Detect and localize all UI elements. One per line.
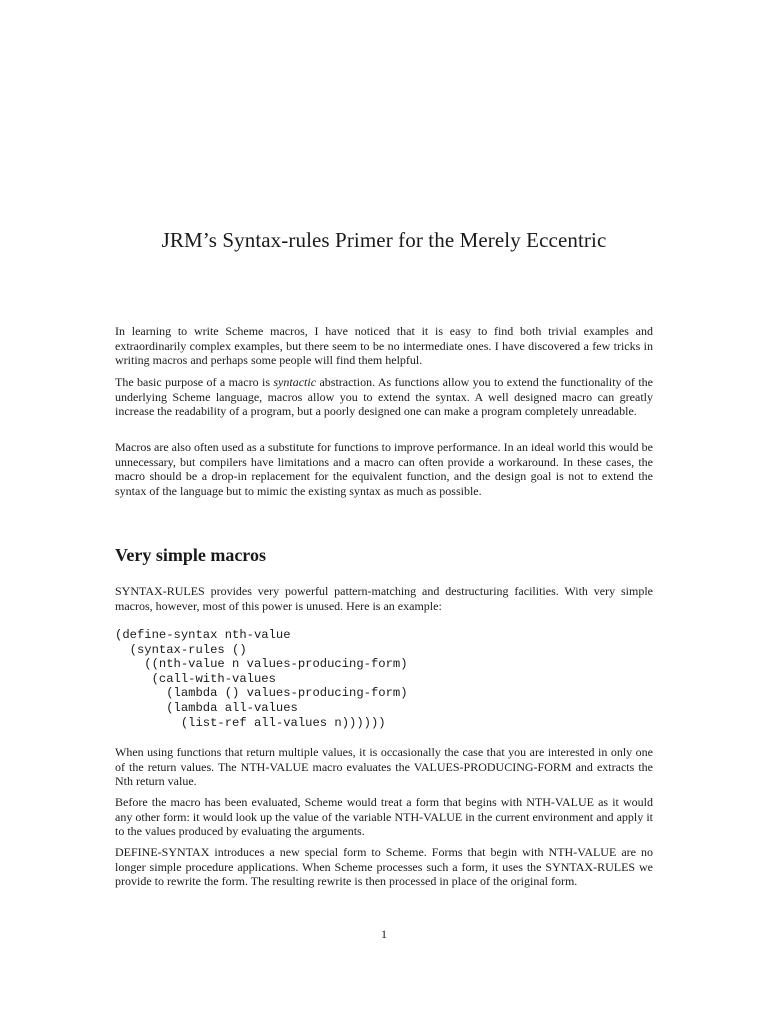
page-number: 1 bbox=[381, 927, 387, 941]
body-paragraph-1: When using functions that return multiple values, it is occasionally the case that you are interested in only one of the return values. The NTH-VALUE macro evaluates the VALUES-PRODUCING-FORM and extracts the Nth return value. bbox=[115, 745, 653, 788]
code-example: (define-syntax nth-value (syntax-rules () ((nth-value n values-producing-form) (call-with-values (lambda () values-producing-form) (lambda all-values (list-ref all-values n)))))) bbox=[115, 628, 408, 730]
body-paragraph-2: Before the macro has been evaluated, Scheme would treat a form that begins with NTH-VALUE as it would any other form: it would look up the value of the variable NTH-VALUE in the current environment and apply it to the values produced by evaluating the arguments. bbox=[115, 795, 653, 838]
body-paragraph-3: DEFINE-SYNTAX introduces a new special form to Scheme. Forms that begin with NTH-VALUE are no longer simple procedure applications. When Scheme processes such a form, it uses the SYNTAX-RULES we provide to rewrite the form. The resulting rewrite is then processed in place of the original form. bbox=[115, 845, 653, 888]
intro-paragraph-2 bbox=[115, 375, 653, 419]
intro-paragraph-2-emphasis: syntactic bbox=[273, 375, 317, 389]
page-title: JRM’s Syntax-rules Primer for the Merely Eccentric bbox=[161, 228, 607, 252]
section-heading: Very simple macros bbox=[115, 545, 266, 565]
intro-paragraph-1-text: In learning to write Scheme macros, I have noticed that it is easy to find both trivial examples and extraordinarily complex examples, but there seem to be no intermediate ones. I have discovered a few tricks in writing macros and perhaps some people will find them helpful. bbox=[115, 324, 653, 367]
intro-paragraph-3 bbox=[115, 440, 653, 498]
intro-paragraph-2-text-end: abstraction. As functions allow you to extend the functionality of the underlying Scheme language, macros allow you to extend the syntax. A well designed macro can greatly increase the readability of a program, but a poorly designed one can make a program completely unreadable. bbox=[115, 375, 653, 418]
intro-paragraph-1 bbox=[115, 324, 653, 368]
intro-paragraph-3-text: Macros are also often used as a substitute for functions to improve performance. In an ideal world this would be unnecessary, but compilers have limitations and a macro can often provide a workaround. In these cases, the macro should be a drop-in replacement for the equivalent function, and the design goal is not to extend the syntax of the language but to mimic the existing syntax as much as possible. bbox=[115, 440, 653, 498]
intro-paragraph-2-text-start: The basic purpose of a macro is bbox=[115, 375, 274, 389]
section-lead-paragraph: SYNTAX-RULES provides very powerful pattern-matching and destructuring facilities. With very simple macros, however, most of this power is unused. Here is an example: bbox=[115, 584, 653, 613]
